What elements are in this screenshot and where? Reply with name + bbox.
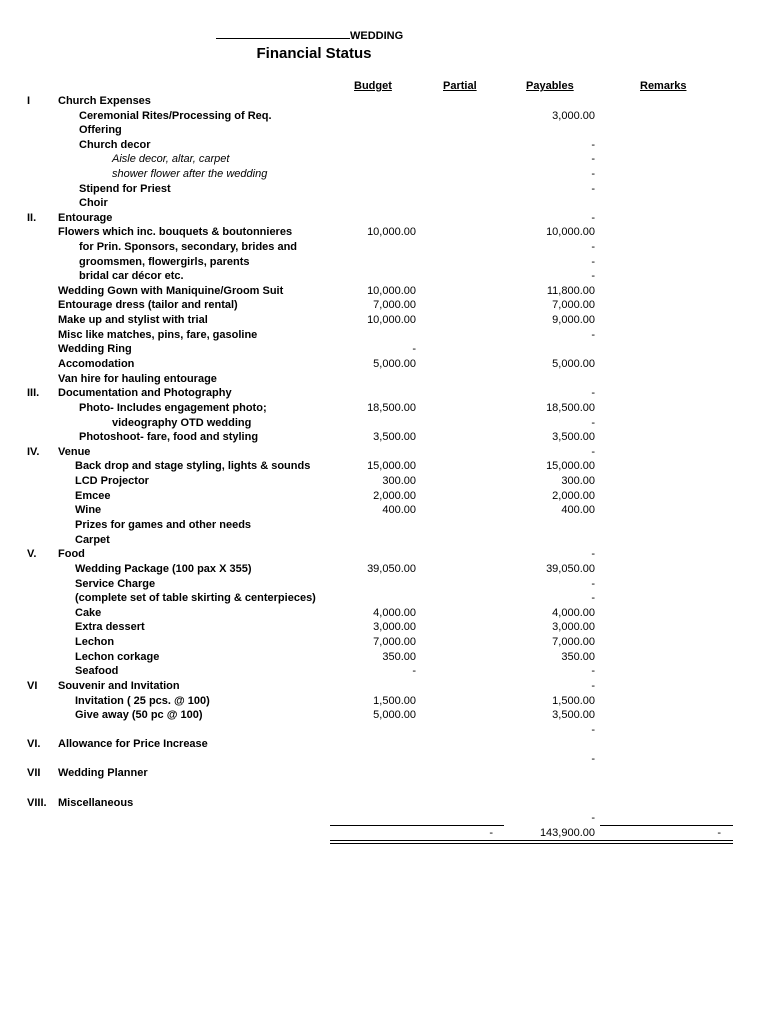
line-item-label: Seafood xyxy=(75,665,119,677)
total-rule-top-left xyxy=(330,825,504,826)
line-item-label: Make up and stylist with trial xyxy=(58,314,208,326)
line-item-label: Carpet xyxy=(75,534,110,546)
payables-cell: 3,500.00 xyxy=(552,709,595,721)
page-title: Financial Status xyxy=(256,45,372,62)
line-item-label: Allowance for Price Increase xyxy=(58,738,208,750)
line-item-label: (complete set of table skirting & centerpieces) xyxy=(75,592,316,604)
budget-cell: 10,000.00 xyxy=(367,285,416,297)
line-item-label: Wedding Ring xyxy=(58,343,132,355)
line-item-label: Van hire for hauling entourage xyxy=(58,373,217,385)
payables-cell: - xyxy=(591,680,595,692)
section-number: VIII. xyxy=(27,797,47,809)
payables-cell: 18,500.00 xyxy=(546,402,595,414)
budget-cell: 4,000.00 xyxy=(373,607,416,619)
payables-cell: 3,500.00 xyxy=(552,431,595,443)
line-item-label: Food xyxy=(58,548,85,560)
line-item-label: for Prin. Sponsors, secondary, brides and xyxy=(79,241,298,253)
budget-cell: 5,000.00 xyxy=(373,709,416,721)
budget-cell: 18,500.00 xyxy=(367,402,416,414)
line-item-label: Church Expenses xyxy=(58,95,151,107)
payables-cell: 3,000.00 xyxy=(552,110,595,122)
budget-cell: 3,000.00 xyxy=(373,621,416,633)
budget-cell: 39,050.00 xyxy=(367,563,416,575)
payables-cell: - xyxy=(591,153,595,165)
line-item-label: bridal car décor etc. xyxy=(79,270,184,282)
budget-cell: 300.00 xyxy=(382,475,416,487)
payables-cell: - xyxy=(591,548,595,560)
budget-cell: 1,500.00 xyxy=(373,695,416,707)
line-item-label: Miscellaneous xyxy=(58,797,134,809)
line-item-label: Service Charge xyxy=(75,578,156,590)
total-rule-top-right xyxy=(600,825,733,826)
payables-cell: 2,000.00 xyxy=(552,490,595,502)
budget-cell: 2,000.00 xyxy=(373,490,416,502)
line-item-label: Flowers which inc. bouquets & boutonnieres xyxy=(58,226,293,238)
line-item-label: Venue xyxy=(58,446,91,458)
line-item-label: Wedding Planner xyxy=(58,767,148,779)
line-item-label: Ceremonial Rites/Processing of Req. xyxy=(79,110,272,122)
payables-cell: - xyxy=(591,446,595,458)
line-item-label: Give away (50 pc @ 100) xyxy=(75,709,203,721)
budget-cell: - xyxy=(412,343,416,355)
column-header-payables: Payables xyxy=(526,80,574,92)
section-number: I xyxy=(27,95,31,107)
payables-cell: - xyxy=(591,812,595,824)
section-number: VI xyxy=(27,680,38,692)
payables-cell: - xyxy=(591,592,595,604)
payables-cell: - xyxy=(591,724,595,736)
line-item-label: Accomodation xyxy=(58,358,135,370)
payables-cell: 7,000.00 xyxy=(552,636,595,648)
payables-cell: - xyxy=(591,183,595,195)
payables-cell: - xyxy=(591,578,595,590)
payables-cell: 11,800.00 xyxy=(546,285,595,297)
line-item-label: Entourage xyxy=(58,212,113,224)
payables-cell: - xyxy=(591,329,595,341)
budget-cell: 15,000.00 xyxy=(367,460,416,472)
payables-cell: 39,050.00 xyxy=(546,563,595,575)
line-item-label: Cake xyxy=(75,607,102,619)
total-payables: 143,900.00 xyxy=(539,827,595,839)
line-item-label: Souvenir and Invitation xyxy=(58,680,180,692)
line-item-label: Entourage dress (tailor and rental) xyxy=(58,299,238,311)
payables-cell: 4,000.00 xyxy=(552,607,595,619)
line-item-label: Invitation ( 25 pcs. @ 100) xyxy=(75,695,210,707)
section-number: V. xyxy=(27,548,37,560)
total-remarks: - xyxy=(717,827,721,839)
payables-cell: 400.00 xyxy=(561,504,595,516)
payables-cell: 5,000.00 xyxy=(552,358,595,370)
payables-cell: - xyxy=(591,241,595,253)
line-item-label: Prizes for games and other needs xyxy=(75,519,252,531)
line-item-label: Wine xyxy=(75,504,102,516)
line-item-label: Photoshoot- fare, food and styling xyxy=(79,431,259,443)
line-item-label: shower flower after the wedding xyxy=(112,168,268,180)
payables-cell: 1,500.00 xyxy=(552,695,595,707)
payables-cell: 15,000.00 xyxy=(546,460,595,472)
payables-cell: - xyxy=(591,753,595,765)
line-item-label: Documentation and Photography xyxy=(58,387,232,399)
column-header-remarks: Remarks xyxy=(640,80,687,92)
payables-cell: - xyxy=(591,665,595,677)
budget-cell: 3,500.00 xyxy=(373,431,416,443)
budget-cell: 7,000.00 xyxy=(373,636,416,648)
line-item-label: Stipend for Priest xyxy=(79,183,171,195)
payables-cell: - xyxy=(591,256,595,268)
payables-cell: - xyxy=(591,168,595,180)
payables-cell: 9,000.00 xyxy=(552,314,595,326)
payables-cell: - xyxy=(591,212,595,224)
line-item-label: Emcee xyxy=(75,490,111,502)
name-blank xyxy=(216,28,350,39)
line-item-label: Church decor xyxy=(79,139,151,151)
payables-cell: 350.00 xyxy=(561,651,595,663)
line-item-label: Aisle decor, altar, carpet xyxy=(112,153,230,165)
line-item-label: videography OTD wedding xyxy=(112,417,252,429)
line-item-label: Extra dessert xyxy=(75,621,145,633)
payables-cell: 300.00 xyxy=(561,475,595,487)
section-number: III. xyxy=(27,387,40,399)
payables-cell: - xyxy=(591,387,595,399)
line-item-label: Wedding Gown with Maniquine/Groom Suit xyxy=(58,285,284,297)
budget-cell: 10,000.00 xyxy=(367,226,416,238)
column-header-budget: Budget xyxy=(354,80,392,92)
line-item-label: Offering xyxy=(79,124,122,136)
budget-cell: 400.00 xyxy=(382,504,416,516)
line-item-label: LCD Projector xyxy=(75,475,149,487)
total-double-rule-2 xyxy=(330,843,733,844)
line-item-label: Lechon corkage xyxy=(75,651,160,663)
line-item-label: Choir xyxy=(79,197,108,209)
line-item-label: Wedding Package (100 pax X 355) xyxy=(75,563,252,575)
budget-cell: 10,000.00 xyxy=(367,314,416,326)
wedding-title-line xyxy=(216,28,403,42)
section-number: VII xyxy=(27,767,41,779)
section-number: II. xyxy=(27,212,37,224)
payables-cell: 3,000.00 xyxy=(552,621,595,633)
column-header-partial: Partial xyxy=(443,80,477,92)
budget-cell: - xyxy=(412,665,416,677)
payables-cell: - xyxy=(591,139,595,151)
line-item-label: Lechon xyxy=(75,636,115,648)
total-partial: - xyxy=(489,827,493,839)
section-number: VI. xyxy=(27,738,41,750)
payables-cell: 10,000.00 xyxy=(546,226,595,238)
budget-cell: 7,000.00 xyxy=(373,299,416,311)
budget-cell: 5,000.00 xyxy=(373,358,416,370)
payables-cell: 7,000.00 xyxy=(552,299,595,311)
budget-cell: 350.00 xyxy=(382,651,416,663)
section-number: IV. xyxy=(27,446,40,458)
payables-cell: - xyxy=(591,270,595,282)
wedding-label: WEDDING xyxy=(350,30,404,42)
line-item-label: Photo- Includes engagement photo; xyxy=(79,402,267,414)
payables-cell: - xyxy=(591,417,595,429)
total-double-rule-1 xyxy=(330,840,733,841)
line-item-label: Back drop and stage styling, lights & sounds xyxy=(75,460,311,472)
line-item-label: groomsmen, flowergirls, parents xyxy=(79,256,250,268)
line-item-label: Misc like matches, pins, fare, gasoline xyxy=(58,329,258,341)
